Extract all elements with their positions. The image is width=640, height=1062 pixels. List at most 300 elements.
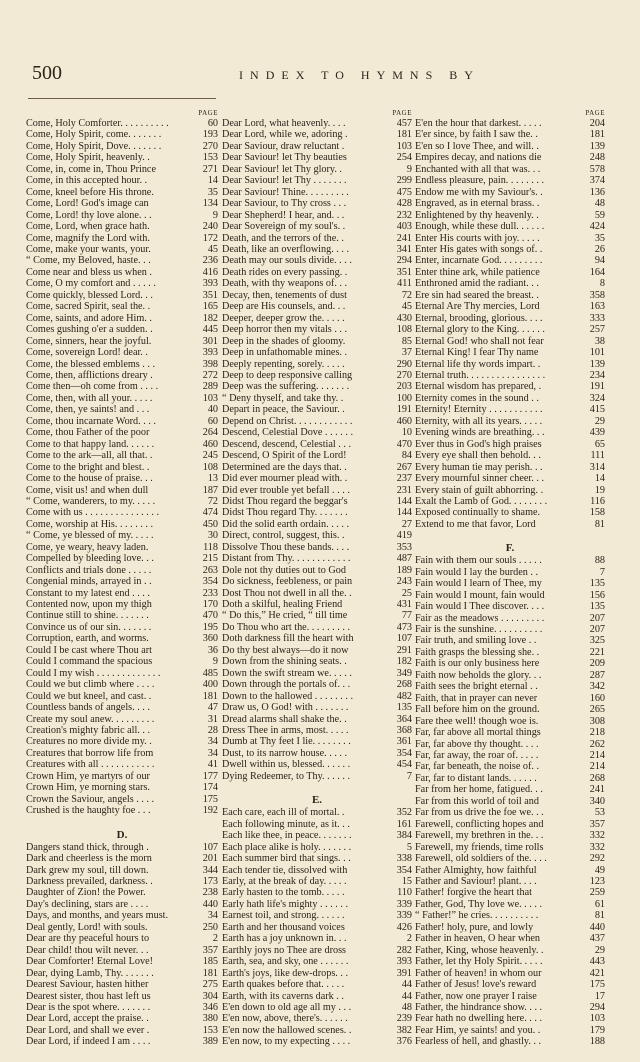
index-entry xyxy=(26,748,218,759)
index-entry xyxy=(415,381,605,392)
page-ref: 243 xyxy=(396,576,412,588)
hymn-first-line: Far, far to distant lands. . . . . . xyxy=(415,772,537,784)
index-entry xyxy=(415,507,605,518)
page-ref: 107 xyxy=(396,633,412,645)
hymn-first-line: Dear Saviour! let Thy glory. . xyxy=(222,163,342,175)
hymn-first-line: Dear Comforter! Eternal Love! xyxy=(26,956,154,968)
page-ref: 308 xyxy=(589,715,605,727)
index-entry xyxy=(26,599,218,610)
index-entry xyxy=(415,613,605,624)
page-ref: 270 xyxy=(202,140,218,152)
page-ref: 61 xyxy=(594,898,605,910)
page-ref: 415 xyxy=(589,404,605,416)
index-entry xyxy=(222,748,412,759)
index-entry xyxy=(222,290,412,301)
page-ref: 175 xyxy=(202,793,218,805)
page-ref: 257 xyxy=(589,324,605,336)
index-entry xyxy=(222,324,412,335)
hymn-first-line: Doth a skilful, healing Friend xyxy=(222,599,343,611)
hymn-first-line: Dumb at Thy feet I lie. . . . . . . . xyxy=(222,736,351,748)
hymn-first-line: Create my soul anew. . . . . . . . . xyxy=(26,713,155,725)
page-ref: 389 xyxy=(202,1036,218,1048)
page-ref: 203 xyxy=(396,381,412,393)
index-entry xyxy=(222,439,412,450)
index-entry xyxy=(26,152,218,163)
page-ref: 215 xyxy=(202,553,218,565)
hymn-first-line: Come, saints, and adore Him. . xyxy=(26,312,152,324)
page-ref: 29 xyxy=(594,944,605,956)
page-ref: 424 xyxy=(589,221,605,233)
index-entry xyxy=(26,771,218,782)
page-ref: 161 xyxy=(396,818,412,830)
hymn-first-line: Could I command the spacious xyxy=(26,656,153,668)
index-entry xyxy=(415,887,605,898)
index-entry xyxy=(26,221,218,232)
hymn-first-line: Dear Lord, while we, adoring . xyxy=(222,129,348,141)
page-ref: 30 xyxy=(207,530,218,542)
page-ref: 172 xyxy=(202,232,218,244)
index-entry xyxy=(26,633,218,644)
hymn-first-line: Come, magnify the Lord with. xyxy=(26,232,150,244)
page-ref: 474 xyxy=(202,507,218,519)
index-entry xyxy=(26,945,218,956)
hymn-first-line: Enter, incarnate God. . . . . . . . . xyxy=(415,255,543,267)
index-entry xyxy=(415,473,605,484)
hymn-first-line: Day's declining, stars are . . . . xyxy=(26,898,149,910)
header-rule xyxy=(28,98,216,99)
index-entry xyxy=(222,393,412,404)
page-ref: 160 xyxy=(589,692,605,704)
index-entry xyxy=(415,945,605,956)
hymn-first-line: Come, ye weary, heavy laden. xyxy=(26,541,149,553)
hymn-first-line: Fain with them our souls . . . . . xyxy=(415,555,542,567)
hymn-first-line: Earth quakes before that. . . . . xyxy=(222,979,345,991)
hymn-first-line: Could we but kneel, and cast. . xyxy=(26,690,152,702)
page-ref: 291 xyxy=(396,644,412,656)
page-ref: 354 xyxy=(396,864,412,876)
hymn-first-line: Eternal life thy words impart. . xyxy=(415,358,541,370)
index-entry xyxy=(26,1036,218,1047)
hymn-first-line: Far from her home, fatigued. . . xyxy=(415,784,543,796)
page-ref: 214 xyxy=(589,761,605,773)
page-ref: 110 xyxy=(397,887,412,899)
page-ref: 34 xyxy=(207,747,218,759)
index-entry xyxy=(415,278,605,289)
hymn-first-line: Dangers stand thick, through . xyxy=(26,841,149,853)
page-ref: 85 xyxy=(401,335,412,347)
hymn-first-line: Dearest Saviour, hasten hither xyxy=(26,979,149,991)
index-entry xyxy=(222,887,412,898)
index-entry xyxy=(415,462,605,473)
index-entry xyxy=(415,865,605,876)
hymn-first-line: Father, now one prayer I raise xyxy=(415,990,537,1002)
page-ref: 264 xyxy=(202,427,218,439)
hymn-first-line: Each following minute, as it. . . xyxy=(222,818,350,830)
hymn-first-line: Come, in this accepted hour. . xyxy=(26,175,148,187)
page-ref: 189 xyxy=(396,564,412,576)
index-entry xyxy=(222,496,412,507)
page-ref: 45 xyxy=(207,243,218,255)
page-ref: 361 xyxy=(396,736,412,748)
hymn-first-line: Farewell, my friends, time rolls xyxy=(415,841,544,853)
index-entry xyxy=(415,956,605,967)
hymn-first-line: Fear Him, ye saints! and you. . xyxy=(415,1024,541,1036)
hymn-first-line: Father Almighty, how faithful xyxy=(415,864,537,876)
index-entry xyxy=(415,359,605,370)
page-ref: 487 xyxy=(396,553,412,565)
index-entry xyxy=(415,427,605,438)
hymn-first-line: Deal gently, Lord! with souls. xyxy=(26,921,148,933)
index-entry xyxy=(26,187,218,198)
page-column-header: PAGE xyxy=(198,109,218,117)
hymn-first-line: Dread alarms shall shake the. . xyxy=(222,713,347,725)
hymn-first-line: Come, kneel before His throne. xyxy=(26,186,154,198)
hymn-first-line: Every stain of guilt abhorring. . xyxy=(415,484,544,496)
hymn-first-line: Faith, that in prayer can never xyxy=(415,692,538,704)
page-ref: 421 xyxy=(589,967,605,979)
index-entry xyxy=(26,656,218,667)
index-entry xyxy=(26,782,218,793)
index-entry xyxy=(415,739,605,750)
index-entry xyxy=(415,324,605,335)
index-entry xyxy=(415,670,605,681)
hymn-first-line: Dear is the spot where. . . . . . . xyxy=(26,1001,151,1013)
page-ref: 9 xyxy=(212,656,218,668)
index-entry xyxy=(415,370,605,381)
index-entry xyxy=(222,979,412,990)
index-entry xyxy=(26,691,218,702)
page-ref: 185 xyxy=(202,956,218,968)
page-ref: 238 xyxy=(202,887,218,899)
hymn-first-line: Contented now, upon my thigh xyxy=(26,599,152,611)
hymn-first-line: Every eye shall then behold. . . xyxy=(415,450,541,462)
page-column-header: PAGE xyxy=(392,109,412,117)
hymn-first-line: Early hath life's mighty . . . . . . xyxy=(222,898,349,910)
page-ref: 237 xyxy=(396,473,412,485)
index-entry xyxy=(222,347,412,358)
index-entry xyxy=(222,922,412,933)
hymn-first-line: Come, sacred Spirit, seal the. . xyxy=(26,301,151,313)
hymn-first-line: Far, far above thy thought. . . . xyxy=(415,738,539,750)
page-ref: 364 xyxy=(396,713,412,725)
index-entry xyxy=(222,853,412,864)
page-ref: 450 xyxy=(202,518,218,530)
page-ref: 156 xyxy=(589,589,605,601)
page-ref: 35 xyxy=(594,232,605,244)
index-entry xyxy=(415,716,605,727)
page-ref: 135 xyxy=(396,702,412,714)
page-number: 500 xyxy=(32,62,62,84)
page-ref: 440 xyxy=(589,921,605,933)
page-ref: 339 xyxy=(396,898,412,910)
hymn-first-line: Fare thee well! though woe is. xyxy=(415,715,539,727)
hymn-first-line: Dear Saviour! let Thy beauties xyxy=(222,152,347,164)
index-entry xyxy=(26,979,218,990)
index-entry xyxy=(222,530,412,541)
page-ref: 457 xyxy=(396,118,412,129)
index-entry xyxy=(415,842,605,853)
hymn-first-line: Each like thee, in peace. . . . . . . xyxy=(222,830,352,842)
page-ref: 111 xyxy=(590,450,605,462)
hymn-first-line: Enchanted with all that was. . . xyxy=(415,163,541,175)
page-ref: 391 xyxy=(396,967,412,979)
section-letter: D. xyxy=(116,828,128,841)
index-entry xyxy=(26,968,218,979)
page-ref: 290 xyxy=(396,358,412,370)
hymn-first-line: Come, in, come in, Thou Prince xyxy=(26,163,156,175)
index-entry xyxy=(222,164,412,175)
page-ref: 207 xyxy=(589,612,605,624)
hymn-first-line: Eternal, brooding, glorious. . . . xyxy=(415,312,543,324)
hymn-first-line: Conflicts and trials done . . . . . xyxy=(26,564,152,576)
index-entry xyxy=(415,933,605,944)
page-ref: 270 xyxy=(396,369,412,381)
index-entry xyxy=(222,807,412,818)
hymn-first-line: Enthroned amid the radiant. . . xyxy=(415,278,539,290)
page-ref: 84 xyxy=(401,450,412,462)
index-entry xyxy=(415,693,605,704)
index-entry xyxy=(415,624,605,635)
page-ref: 19 xyxy=(594,484,605,496)
hymn-first-line: Eternal Are Thy mercies, Lord xyxy=(415,301,540,313)
page-ref: 17 xyxy=(594,990,605,1002)
hymn-first-line: Could I be cast where Thou art xyxy=(26,644,152,656)
hymn-first-line: Fearless of hell, and ghastly. . . xyxy=(415,1036,542,1048)
index-entry xyxy=(222,702,412,713)
hymn-first-line: Come, sovereign Lord! dear. . xyxy=(26,347,148,359)
hymn-first-line: Down to the hallowed . . . . . . . . xyxy=(222,690,354,702)
page-ref: 358 xyxy=(589,289,605,301)
page-ref: 2 xyxy=(212,933,218,945)
index-entry xyxy=(415,118,605,129)
page-ref: 103 xyxy=(589,1013,605,1025)
page-ref: 123 xyxy=(589,876,605,887)
hymn-first-line: Come to the bright and blest. . xyxy=(26,461,150,473)
page-ref: 170 xyxy=(202,599,218,611)
section-letter: F. xyxy=(505,542,515,555)
hymn-first-line: Farewell, old soldiers of the. . . . xyxy=(415,853,547,865)
index-entry xyxy=(222,152,412,163)
page-ref: 332 xyxy=(589,830,605,842)
page-ref: 7 xyxy=(406,770,412,782)
page-ref: 485 xyxy=(202,667,218,679)
index-column-3 xyxy=(415,108,605,1058)
index-entry xyxy=(26,141,218,152)
index-entry xyxy=(415,681,605,692)
hymn-first-line: Extend to me that favor, Lord xyxy=(415,518,536,530)
page-ref: 232 xyxy=(396,209,412,221)
hymn-first-line: Down the swift stream we. . . . . xyxy=(222,667,352,679)
index-entry xyxy=(26,736,218,747)
page-ref: 349 xyxy=(396,667,412,679)
page-ref: 36 xyxy=(207,644,218,656)
index-column-1 xyxy=(26,108,218,1058)
page-ref: 65 xyxy=(594,438,605,450)
index-entry xyxy=(26,507,218,518)
hymn-first-line: Come, Lord! God's image can xyxy=(26,198,149,210)
hymn-first-line: E'en the hour that darkest. . . . . xyxy=(415,118,542,129)
page-ref: 294 xyxy=(396,255,412,267)
hymn-first-line: Did ever trouble yet befall . . . . xyxy=(222,484,350,496)
page-ref: 165 xyxy=(202,301,218,313)
hymn-first-line: Come quickly, blessed Lord. . . xyxy=(26,289,153,301)
index-entry xyxy=(26,519,218,530)
index-entry xyxy=(222,933,412,944)
index-entry xyxy=(222,416,412,427)
page-ref: 384 xyxy=(396,830,412,842)
hymn-first-line: Dear, dying Lamb, Thy. . . . . . . xyxy=(26,967,154,979)
index-entry xyxy=(26,991,218,1002)
index-entry xyxy=(415,313,605,324)
page-ref: 116 xyxy=(590,495,605,507)
page-ref: 376 xyxy=(396,1036,412,1048)
hymn-first-line: Daughter of Zion! the Power. xyxy=(26,887,146,899)
index-entry xyxy=(26,255,218,266)
hymn-first-line: Far from this world of toil and xyxy=(415,795,539,807)
hymn-first-line: Dear Saviour! let Thy . . . . . . . xyxy=(222,175,347,187)
index-entry xyxy=(26,865,218,876)
hymn-first-line: Come near and bless us when . xyxy=(26,266,152,278)
hymn-first-line: Earth, sea, and sky, one . . . . . . xyxy=(222,956,349,968)
hymn-first-line: Could we but climb where . . . . xyxy=(26,679,155,691)
page-ref: 289 xyxy=(202,381,218,393)
hymn-first-line: E'er since, by faith I saw the. . xyxy=(415,129,538,141)
index-entry xyxy=(26,496,218,507)
index-entry xyxy=(26,725,218,736)
page-ref: 7 xyxy=(599,566,605,578)
page-ref: 351 xyxy=(202,289,218,301)
hymn-first-line: Every mournful sinner cheer. . . xyxy=(415,473,544,485)
hymn-first-line: Depart in peace, the Saviour. . xyxy=(222,404,345,416)
page-ref: 72 xyxy=(401,289,412,301)
page-ref: 195 xyxy=(202,621,218,633)
hymn-first-line: Each summer bird that sings. . . xyxy=(222,853,351,865)
page-ref: 398 xyxy=(202,358,218,370)
page-ref: 473 xyxy=(396,621,412,633)
index-entry xyxy=(26,576,218,587)
index-entry xyxy=(415,255,605,266)
page-ref: 182 xyxy=(202,312,218,324)
page-ref: 144 xyxy=(396,495,412,507)
page-ref: 393 xyxy=(202,278,218,290)
page-ref: 44 xyxy=(401,990,412,1002)
hymn-first-line: Farewell, my brethren in the. . . xyxy=(415,830,544,842)
page-ref: 234 xyxy=(589,369,605,381)
page-ref: 344 xyxy=(202,864,218,876)
index-entry xyxy=(222,370,412,381)
index-entry xyxy=(222,381,412,392)
index-entry xyxy=(222,221,412,232)
page-ref: 201 xyxy=(202,853,218,865)
hymn-first-line: Dear Lord, accept the praise. . xyxy=(26,1013,149,1025)
hymn-first-line: Fain would I lay the burden . . xyxy=(415,566,539,578)
hymn-first-line: Dress Thee in arms, most. . . . . xyxy=(222,725,349,737)
page-ref: 380 xyxy=(202,1013,218,1025)
page-ref: 353 xyxy=(396,541,412,553)
page-ref: 411 xyxy=(397,278,412,290)
page-ref: 342 xyxy=(589,681,605,693)
index-entry xyxy=(26,530,218,541)
index-entry xyxy=(415,750,605,761)
index-entry xyxy=(26,853,218,864)
hymn-first-line: Deep was the suffering. . . . . . . xyxy=(222,381,350,393)
hymn-first-line: Enter thine ark, while patience xyxy=(415,266,540,278)
page-ref: 267 xyxy=(396,461,412,473)
index-entry xyxy=(415,404,605,415)
section-letter: E. xyxy=(311,794,323,807)
hymn-first-line: Come, thou Father of the poor xyxy=(26,427,150,439)
index-entry xyxy=(222,968,412,979)
index-entry xyxy=(26,679,218,690)
page-ref: 158 xyxy=(589,507,605,519)
page-ref: 248 xyxy=(589,152,605,164)
index-entry xyxy=(415,761,605,772)
page-ref: 265 xyxy=(589,704,605,716)
index-entry xyxy=(415,187,605,198)
index-entry xyxy=(415,290,605,301)
page-ref: 426 xyxy=(396,921,412,933)
page-ref: 324 xyxy=(589,392,605,404)
index-entry xyxy=(222,255,412,266)
index-entry xyxy=(222,576,412,587)
index-entry xyxy=(415,485,605,496)
index-entry xyxy=(26,290,218,301)
hymn-first-line: Enter His gates with songs of. . xyxy=(415,243,543,255)
index-entry xyxy=(222,129,412,140)
index-entry xyxy=(415,439,605,450)
index-entry xyxy=(222,141,412,152)
index-entry xyxy=(26,439,218,450)
page-ref: 454 xyxy=(396,759,412,771)
index-entry xyxy=(222,599,412,610)
hymn-first-line: Eternity, with all its years. . . . . xyxy=(415,415,543,427)
page-ref: 47 xyxy=(207,702,218,714)
index-entry xyxy=(222,404,412,415)
page-ref: 59 xyxy=(594,209,605,221)
page-ref: 233 xyxy=(202,587,218,599)
hymn-first-line: Deeply repenting, sorely. . . . . xyxy=(222,358,345,370)
page-ref: 241 xyxy=(589,784,605,796)
page-ref: 174 xyxy=(202,782,218,794)
index-entry xyxy=(222,301,412,312)
hymn-first-line: Early hasten to the tomb. . . . . xyxy=(222,887,345,899)
page-ref: 163 xyxy=(589,301,605,313)
page-ref: 181 xyxy=(396,129,412,141)
page-ref: 26 xyxy=(594,243,605,255)
page-ref: 144 xyxy=(396,507,412,519)
index-entry xyxy=(222,519,412,530)
hymn-first-line: Come, sinners, hear the joyful. xyxy=(26,335,152,347)
page-ref: 460 xyxy=(396,415,412,427)
page-ref: 27 xyxy=(401,518,412,530)
page-ref: 181 xyxy=(202,967,218,979)
hymn-first-line: Corruption, earth, and worms. xyxy=(26,633,149,645)
index-entry xyxy=(415,221,605,232)
hymn-first-line: Dear are thy peaceful hours to xyxy=(26,933,150,945)
page-ref: 214 xyxy=(589,750,605,762)
index-entry xyxy=(26,622,218,633)
hymn-first-line: Father of Jesus! love's reward xyxy=(415,979,537,991)
index-entry xyxy=(222,1013,412,1024)
page-ref: 153 xyxy=(202,1024,218,1036)
page-ref: 382 xyxy=(396,1024,412,1036)
index-entry xyxy=(415,601,605,612)
index-entry xyxy=(26,899,218,910)
hymn-first-line: Come then—oh come from . . . . xyxy=(26,381,159,393)
page-ref: 81 xyxy=(594,518,605,530)
index-entry xyxy=(26,324,218,335)
hymn-first-line: Distant from Thy. . . . . . . . . . . . xyxy=(222,553,351,565)
